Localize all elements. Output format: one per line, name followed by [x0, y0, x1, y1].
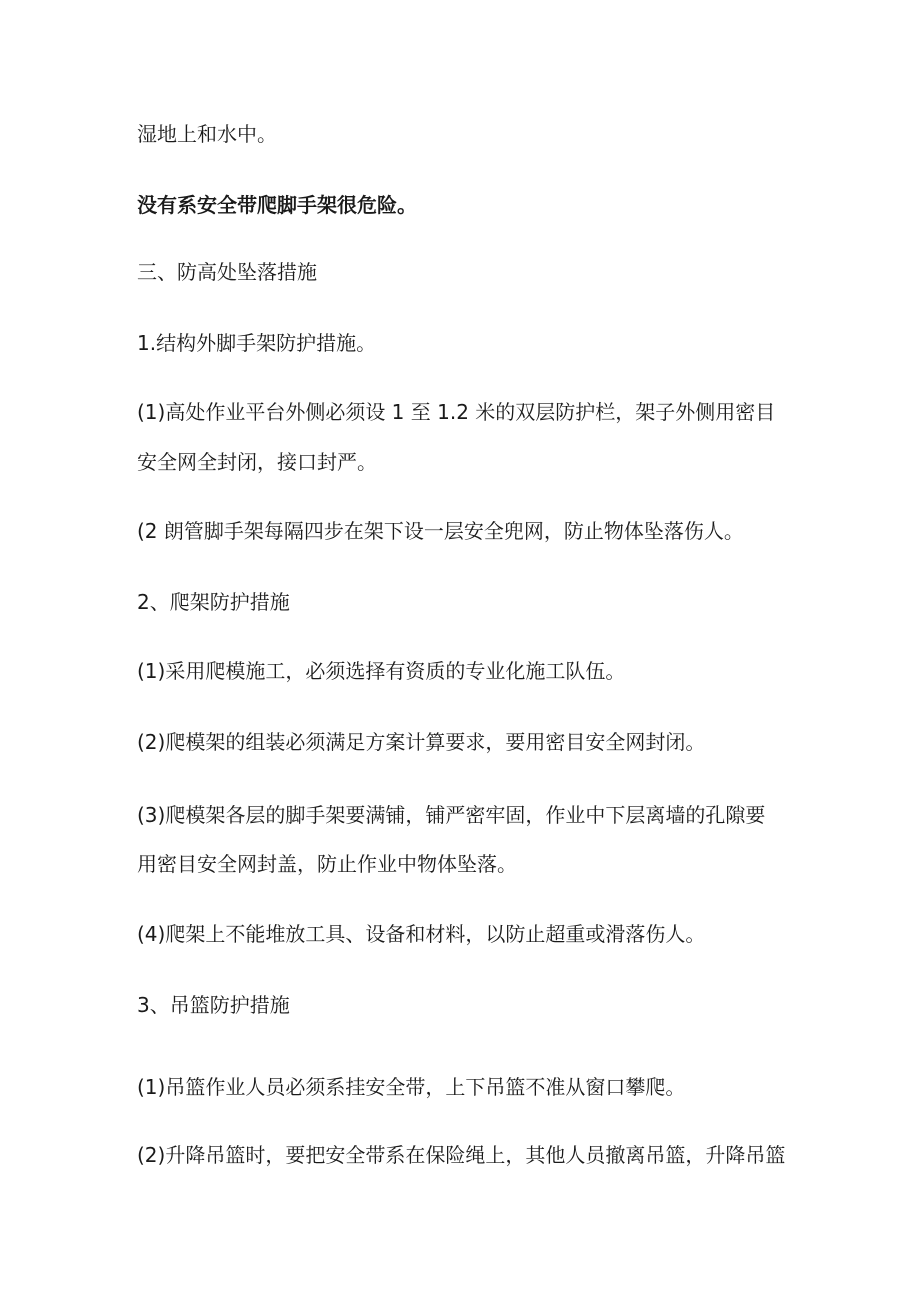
text-line: (2)升降吊篮时，要把安全带系在保险绳上，其他人员撤离吊篮，升降吊篮: [137, 1143, 786, 1167]
text-line: (4)爬架上不能堆放工具、设备和材料，以防止超重或滑落伤人。: [137, 922, 706, 946]
subsection-heading: 3、吊篮防护措施: [137, 993, 290, 1017]
subsection-heading: 2、爬架防护措施: [137, 590, 290, 614]
text-line: (3)爬模架各层的脚手架要满铺，铺严密牢固，作业中下层离墙的孔隙要: [137, 803, 766, 827]
text-line: (2)爬模架的组装必须满足方案计算要求，要用密目安全网封闭。: [137, 730, 706, 754]
section-heading: 三、防高处坠落措施: [137, 260, 317, 284]
text-line: 用密目安全网封盖，防止作业中物体坠落。: [137, 852, 517, 876]
subsection-heading: 1.结构外脚手架防护措施。: [137, 331, 377, 355]
text-line: 湿地上和水中。: [137, 122, 277, 146]
text-line: (2 朗管脚手架每隔四步在架下设一层安全兜网，防止物体坠落伤人。: [137, 519, 744, 543]
text-line: (1)采用爬模施工，必须选择有资质的专业化施工队伍。: [137, 659, 626, 683]
text-line: 安全网全封闭，接口封严。: [137, 450, 377, 474]
text-line: (1)高处作业平台外侧必须设 1 至 1.2 米的双层防护栏，架子外侧用密目: [137, 400, 776, 424]
bold-statement: 没有系安全带爬脚手架很危险。: [137, 193, 417, 217]
text-line: (1)吊篮作业人员必须系挂安全带，上下吊篮不准从窗口攀爬。: [137, 1075, 686, 1099]
